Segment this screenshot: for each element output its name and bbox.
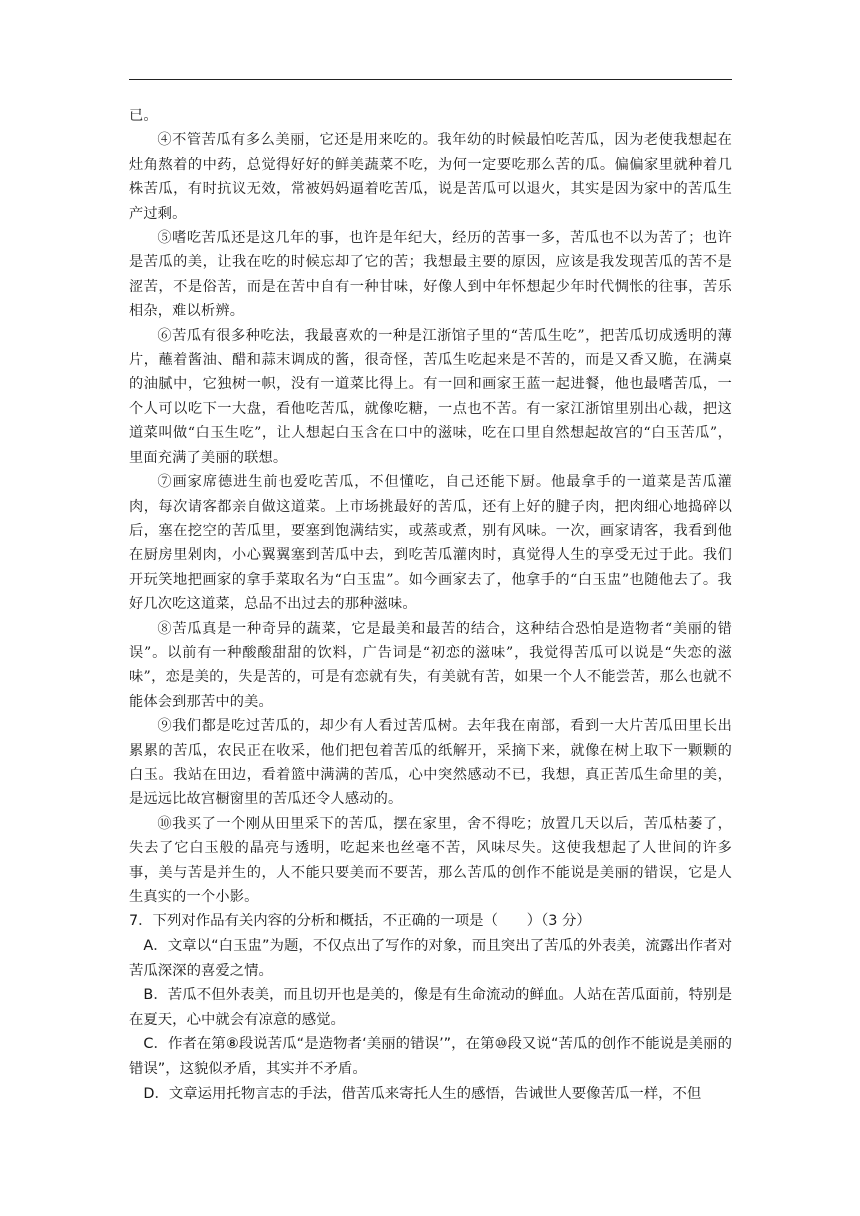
header-rule (129, 79, 732, 80)
article-paragraph-5: ⑤嗜吃苦瓜还是这几年的事，也许是年纪大，经历的苦事一多，苦瓜也不以为苦了；也许是苦瓜的美，让我在吃的时候忘却了它的苦；我想最主要的原因，应该是我发现苦瓜的苦不是涩苦，不是俗苦，而是在苦中自有一种甘味，好像人到中年怀想起少年时代惆怅的往事，苦乐相杂，难以析辨。 (129, 230, 732, 320)
question-7-stem: 7．下列对作品有关内容的分析和概括，不正确的一项是（ ）（3 分） (129, 913, 591, 930)
article-paragraph-6: ⑥苦瓜有很多种吃法，我最喜欢的一种是江浙馆子里的“苦瓜生吃”，把苦瓜切成透明的薄片，蘸着酱油、醋和蒜末调成的酱，很奇怪，苦瓜生吃起来是不苦的，而是又香又脆，在满桌的油腻中，它独树一帜，没有一道菜比得上。有一回和画家王蓝一起进餐，他也最嗜苦瓜，一个人可以吃下一大盘，看他吃苦瓜，就像吃糖，一点也不苦。有一家江浙馆里别出心裁，把这道菜叫做“白玉生吃”，让人想起白玉含在口中的滋味，吃在口里自然想起故宫的“白玉苦瓜”，里面充满了美丽的联想。 (129, 327, 732, 466)
article-paragraph-10: ⑩我买了一个刚从田里采下的苦瓜，摆在家里，舍不得吃；放置几天以后，苦瓜枯萎了，失去了它白玉般的晶亮与透明，吃起来也丝毫不苦，风味尽失。这使我想起了人世间的许多事，美与苦是并生的，人不能只要美而不要苦，那么苦瓜的创作不能说是美丽的错误，它是人生真实的一个小影。 (129, 815, 732, 905)
article-paragraph-fragment: 已。 (129, 108, 158, 124)
article-paragraph-7: ⑦画家席德进生前也爱吃苦瓜，不但懂吃，自己还能下厨。他最拿手的一道菜是苦瓜灌肉，每次请客都亲自做这道菜。上市场挑最好的苦瓜，还有上好的腱子肉，把肉细心地捣碎以后，塞在挖空的苦瓜里，要塞到饱满结实，或蒸或煮，别有风味。一次，画家请客，我看到他在厨房里剁肉，小心翼翼塞到苦瓜中去，到吃苦瓜灌肉时，真觉得人生的享受无过于此。我们开玩笑地把画家的拿手菜取名为“白玉盅”。如今画家去了，他拿手的“白玉盅”也随他去了。我好几次吃这道菜，总品不出过去的那种滋味。 (129, 474, 732, 613)
document-page (129, 104, 732, 1106)
article-paragraph-4: ④不管苦瓜有多么美丽，它还是用来吃的。我年幼的时候最怕吃苦瓜，因为老使我想起在灶角熬着的中药，总觉得好好的鲜美蔬菜不吃，为何一定要吃那么苦的瓜。偏偏家里就种着几株苦瓜，有时抗议无效，常被妈妈逼着吃苦瓜，说是苦瓜可以退火，其实是因为家中的苦瓜生产过剩。 (129, 132, 732, 222)
question-7-option-c: C．作者在第⑧段说苦瓜“是造物者‘美丽的错误’”，在第⑩段又说“苦瓜的创作不能说是美丽的错误”，这貌似矛盾，其实并不矛盾。 (129, 1036, 732, 1077)
question-7-option-b: B．苦瓜不但外表美，而且切开也是美的，像是有生命流动的鲜血。人站在苦瓜面前，特别是在夏天，心中就会有凉意的感觉。 (129, 987, 732, 1028)
article-paragraph-9: ⑨我们都是吃过苦瓜的，却少有人看过苦瓜树。去年我在南部，看到一大片苦瓜田里长出累累的苦瓜，农民正在收采，他们把包着苦瓜的纸解开，采摘下来，就像在树上取下一颗颗的白玉。我站在田边，看着篮中满满的苦瓜，心中突然感动不已，我想，真正苦瓜生命里的美，是远远比故宫橱窗里的苦瓜还令人感动的。 (129, 718, 732, 808)
question-7-option-d: D．文章运用托物言志的手法，借苦瓜来寄托人生的感悟，告诫世人要像苦瓜一样，不但 (143, 1085, 702, 1102)
article-paragraph-8: ⑧苦瓜真是一种奇异的蔬菜，它是最美和最苦的结合，这种结合恐怕是造物者“美丽的错误”。以前有一种酸酸甜甜的饮料，广告词是“初恋的滋味”，我觉得苦瓜可以说是“失恋的滋味”，恋是美的，失是苦的，可是有恋就有失，有美就有苦，如果一个人不能尝苦，那么也就不能体会到那苦中的美。 (129, 620, 732, 710)
question-7-option-a: A．文章以“白玉盅”为题，不仅点出了写作的对象，而且突出了苦瓜的外表美，流露出作者对苦瓜深深的喜爱之情。 (129, 938, 732, 979)
